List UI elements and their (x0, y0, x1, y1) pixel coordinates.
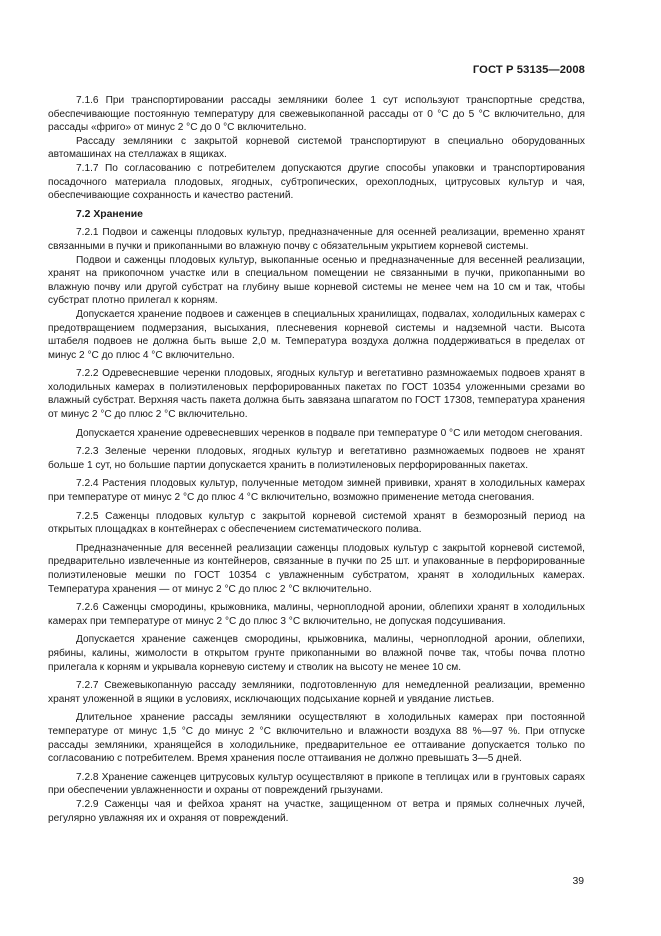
standard-designation: ГОСТ Р 53135—2008 (472, 64, 585, 76)
section-heading: 7.2 Хранение (76, 208, 143, 220)
paragraph-7-1-7: 7.1.7 По согласованию с потребителем допускаются другие способы упаковки и транспортирования посадочного материала плодовых, ягодных, субтропических, орехоплодных, цитрусовых культур и чая, обеспечивающие сохранность и качество растений. (48, 162, 585, 202)
paragraph-7-2-6: 7.2.6 Саженцы смородины, крыжовника, малины, черноплодной аронии, облепихи хранят в холодильных камерах при температуре от минус 2 °С до плюс 3 °С включительно, не допуская подсушивания. (48, 602, 585, 627)
page-number: 39 (572, 876, 584, 887)
paragraph: Рассаду земляники с закрытой корневой системой транспортируют в специально оборудованных автомашинах на стеллажах в ящиках. (48, 135, 585, 161)
body-text (48, 94, 585, 825)
paragraph-7-2-4: 7.2.4 Растения плодовых культур, полученные методом зимней прививки, хранят в холодильных камерах при температуре от минус 2 °С до плюс 4 °С включительно, возможно применение метода снегования. (48, 478, 585, 504)
paragraph: Допускается хранение одревесневших черенков в подвале при температуре 0 °С или методом снегования. (76, 427, 583, 439)
paragraph-7-2-3: 7.2.3 Зеленые черенки плодовых, ягодных культур и вегетативно размножаемых подвоев не хранят больше 1 сут, но большие партии допускается хранить в полиэтиленовых перфорированных пакетах. (48, 446, 585, 471)
paragraph: Предназначенные для весенней реализации саженцы плодовых культур с закрытой корневой системой, предварительно извлеченные из контейнеров, связанные в пучки по 25 шт. и упакованные в перфорированные полиэтиленовые мешки по ГОСТ 10354 с увлажненным субстратом, хранят в холодильных камерах. Температура хранения — от минус 2 °С до плюс 2 °С включительно. (48, 542, 585, 595)
paragraph: Допускается хранение подвоев и саженцев в специальных хранилищах, подвалах, холодильных камерах с предотвращением подмерзания, высыхания, плесневения корневой системы и надземной части. Высота штабеля подвоев не должна быть выше 2,0 м. Температура воздуха должна поддерживаться в пределах от минус 2 °С до плюс 4 °С включительно. (48, 308, 585, 361)
paragraph: Длительное хранение рассады земляники осуществляют в холодильных камерах при постоянной температуре от минус 1,5 °С до минус 2 °С включительно и влажности воздуха 88 %—97 %. При отпуске рассады земляники, хранящейся в холодильнике, предварительное ее оттаивание допускается только по согласованию с потребителем. Время хранения после оттаивания не должно превышать 3—5 дней. (48, 712, 585, 765)
paragraph-7-2-7: 7.2.7 Свежевыкопанную рассаду земляники, подготовленную для немедленной реализации, временно хранят уложенной в ящики в условиях, исключающих подсыхание корней и увядание листьев. (48, 680, 585, 705)
paragraph: Подвои и саженцы плодовых культур, выкопанные осенью и предназначенные для весенней реализации, хранят на прикопочном участке или в специальном помещении не связанными в пучки, прикопанными во влажную почву или другой субстрат на глубину выше корневой системы не менее чем на 10 см и так, чтобы субстрат плотно прилегал к корням. (48, 254, 585, 307)
paragraph-7-2-5: 7.2.5 Саженцы плодовых культур с закрытой корневой системой хранят в безморозный период на открытых площадках в контейнерах с обеспечением систематического полива. (48, 510, 585, 536)
paragraph-7-2-9: 7.2.9 Саженцы чая и фейхоа хранят на участке, защищенном от ветра и прямых солнечных лучей, регулярно увлажняя их и охраняя от повреждений. (48, 798, 585, 824)
paragraph-7-2-8: 7.2.8 Хранение саженцев цитрусовых культур осуществляют в прикопе в теплицах или в грунтовых сараях при обеспечении увлажненности и охраны от повреждений грызунами. (48, 771, 585, 797)
paragraph-7-1-6: 7.1.6 При транспортировании рассады земляники более 1 сут используют транспортные средства, обеспечивающие постоянную температуру для свежевыкопанной рассады от 0 °С до 5 °С включительно, для рассады «фриго» от минус 2 °С до 0 °С включительно. (48, 95, 585, 134)
paragraph-7-2-1: 7.2.1 Подвои и саженцы плодовых культур, предназначенные для осенней реализации, временно хранят связанными в пучки и прикопанными во влажную почву с обязательным укрытием корневой системы. (48, 227, 585, 252)
paragraph-7-2-2: 7.2.2 Одревесневшие черенки плодовых, ягодных культур и вегетативно размножаемых подвоев хранят в холодильных камерах в полиэтиленовых перфорированных пакетах по ГОСТ 10354 уложенными срезами во влажный субстрат. Верхняя часть пакета должна быть завязана шпагатом по ГОСТ 17308, температура хранения от минус 2 °С до плюс 2 °С включительно. (48, 368, 585, 421)
paragraph: Допускается хранение саженцев смородины, крыжовника, малины, черноплодной аронии, облепихи, рябины, калины, жимолости в открытом грунте прикопанными во влажной почве так, чтобы почва плотно прилегала к корням и укрывала корневую систему и стволик на высоту не менее 10 см. (48, 634, 585, 673)
